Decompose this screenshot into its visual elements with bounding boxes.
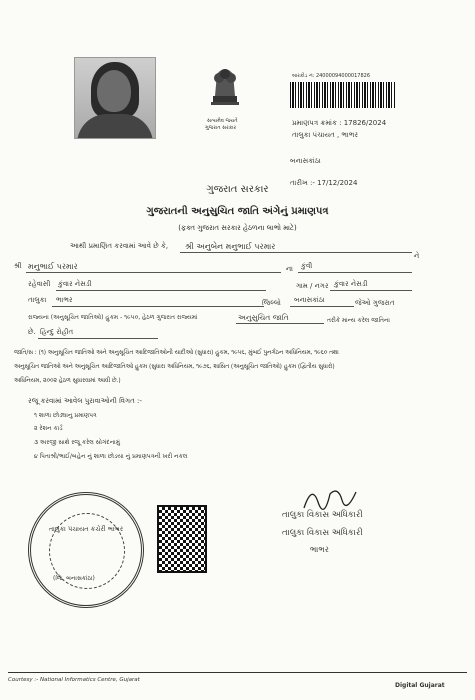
- ne-text: ને: [414, 252, 420, 260]
- gam-value: કુંવાર નેસડી: [334, 280, 368, 288]
- father-name: મનુભાઈ પરમાર: [28, 262, 78, 271]
- applicant-name: શ્રી અનુબેન મનુભાઈ પરમાર: [185, 242, 276, 251]
- village-value: કુંવી: [301, 262, 313, 270]
- doc-item: ૩ અરજી સાથે રજૂ કરેલ સોગંદનામું: [34, 439, 120, 446]
- certificate-title: ગુજરાતની અનુસુચિત જાતિ અંગેનું પ્રમાણપત્ર: [146, 206, 329, 217]
- religion-value: હિન્દુ રોહીત: [40, 328, 74, 336]
- docs-heading: રજૂ કરવામાં આવેલ પુરાવાઓની વિગત :-: [28, 397, 142, 405]
- taluka-label: તાલુકા: [28, 296, 47, 304]
- govt-title: ગુજરાત સરકાર: [206, 184, 269, 195]
- doc-item: ૨ રેશન કાર્ડ: [34, 425, 63, 432]
- religion-prefix: છે.: [28, 328, 36, 336]
- jilla-value: બનાસકાંઠા: [294, 296, 325, 304]
- signatory-title: તાલુકા વિકાસ અધિકારી: [282, 510, 363, 520]
- barcode: [290, 82, 395, 108]
- emblem-caption: સત્યમેવ જયતે: [207, 118, 238, 124]
- certificate-subtitle: (ફક્ત ગુજરાત સરકાર હેઠળના લાભો માટે): [178, 224, 297, 232]
- caste-value: અનુસુચિત જાતિ: [238, 313, 289, 322]
- signatory-title-2: તાલુકા વિકાસ અધિકારી: [282, 528, 363, 538]
- barcode-label: બારકોડ નં: 24000094000017826: [292, 73, 371, 79]
- intro-text: આથી પ્રમાણિત કરવામાં આવે છે કે,: [70, 242, 169, 250]
- stamp-text: તાલુકા પંચાયત કચેરી ભાભર: [48, 525, 124, 533]
- ashoka-emblem-icon: [205, 60, 245, 118]
- jilla-label: જિલ્લો: [262, 299, 281, 307]
- taluka-value: ભાભર: [56, 296, 73, 304]
- village-prefix: ના: [286, 265, 293, 273]
- legal-line-2: અનુસૂચિત જાતિઓ અને અનુસૂચિત આદિજાતિઓ હુકમ (સુધારા અધિનિયમ, ૧૯૭૬, શાસિત (અનુસૂચિત જાતિઓ) હુકમ (દ્વિતીય સુધારો): [14, 364, 335, 370]
- resident-label: રહેવાસી: [28, 280, 51, 288]
- caste-prefix: રાજ્યના (અનુસૂચિત જાતિઓ) હુકમ - ૧૯૫૦, હેઠળ ગુજરાત રાજ્યમાં: [28, 314, 198, 321]
- issue-place: બનાસકાંઠા: [290, 157, 321, 165]
- applicant-photo: [74, 57, 156, 139]
- resident-value: કુંવાર નેસડી: [58, 280, 92, 288]
- footer-courtesy: Courtesy :- National Informatics Centre, Gujarat: [8, 677, 140, 683]
- emblem-subcaption: ગુજરાત સરકાર: [205, 125, 237, 131]
- stamp-bottom: (જિ. બનાસકાંઠા): [53, 575, 95, 582]
- legal-line-1: જાતિ/સ : (૧) અનુસૂચિત જાતિઓ અને અનુસૂચિત આદિજાતિઓની યાદીઓ (સુધારા) હુકમ, ૧૯૫૬, મુંબઈ પુનર્ગઠન અધિનિયમ, ૧૯૬૦ તથા: [14, 350, 339, 356]
- father-label: શ્રી: [14, 262, 22, 270]
- issuing-office: તાલુકા પંચાયત , ભાભર: [292, 131, 358, 139]
- certificate-number: પ્રમાણપત્ર ક્રમાંક : 17826/2024: [292, 119, 387, 127]
- footer-brand: Digital Gujarat: [395, 682, 445, 689]
- caste-suffix: તરીકે માન્ય કરેલ જાતિના: [327, 317, 390, 324]
- qr-code: [157, 505, 207, 573]
- office-stamp: [28, 492, 144, 608]
- legal-line-3: અધિનિયમ, ૨૦૦૨ હેઠળ સુધારવામાં આવી છે.): [14, 378, 121, 384]
- doc-item: ૪ પિતાશ્રી/ભાઈ/બહેન નું શાળા છોડયા નું પ્રમાણપત્રની ખરી નકલ: [34, 453, 188, 460]
- state-label: જેઓ ગુજરાત: [355, 299, 395, 307]
- issue-date: તારીખ :- 17/12/2024: [290, 179, 358, 187]
- signatory-place: ભાભર: [310, 545, 329, 554]
- doc-item: ૧ શાળા છોડ્યાનુ પ્રમાણપત્ર: [34, 412, 97, 419]
- gam-label: ગામ / નગર: [296, 282, 329, 290]
